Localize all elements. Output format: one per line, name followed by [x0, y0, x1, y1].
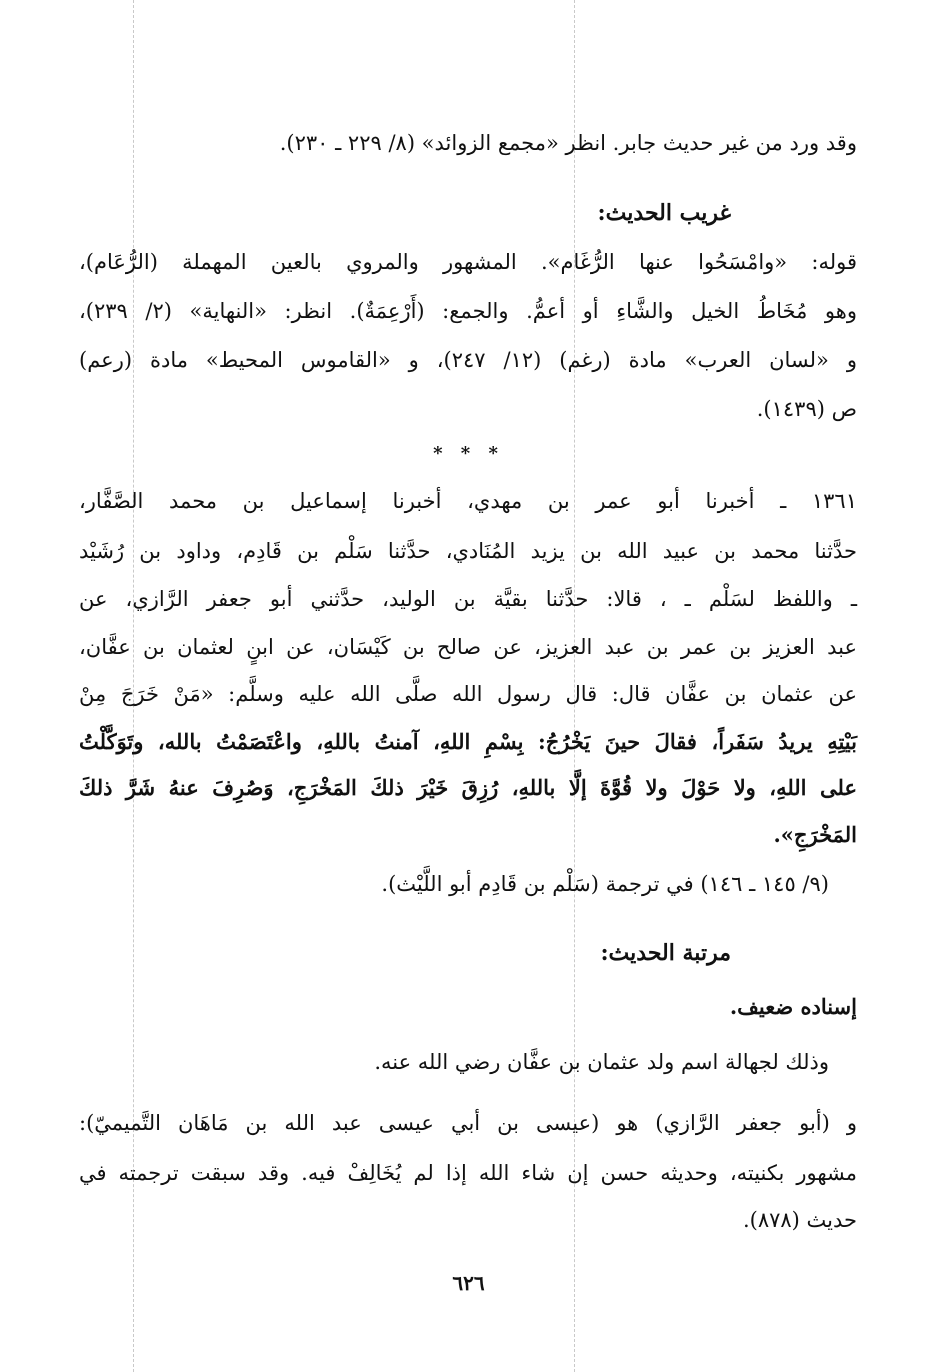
rutba-line: حديث (٨٧٨).	[742, 1208, 857, 1232]
grade-text: إسناده ضعيف.	[729, 994, 857, 1019]
hadith-line: عبد العزيز بن عمر بن عبد العزيز، عن صالح بن كَيْسَان، عن ابنٍ لعثمان بن عفَّان،	[79, 635, 857, 659]
hadith-matn-line: بَيْتِهِ يريدُ سَفَراً، فقالَ حينَ يَخْرُجُ: بِسْمِ اللهِ، آمنتُ باللهِ، واعْتَصَمْتُ بالله، وتَوَكَّلْتُ	[79, 729, 857, 754]
hadith-line: حدَّثنا محمد بن عبيد الله بن يزيد المُنَادي، حدَّثنا سَلْم بن قَادِم، وداود بن رُشَيْد	[79, 539, 857, 563]
hadith-line: ـ واللفظ لسَلْم ـ ، قالا: حدَّثنا بقيَّة بن الوليد، حدَّثني أبو جعفر الرَّازي، عن	[79, 587, 857, 611]
gharib-line: وهو مُخَاطُ الخيل والشَّاءِ أو أعمُّ. والجمع: (أَرْعِمَةٌ). انظر: «النهاية» (٢/ ٢٣٩)،	[79, 299, 857, 323]
grade-reason: وذلك لجهالة اسم ولد عثمان بن عفَّان رضي الله عنه.	[374, 1050, 829, 1074]
hadith-matn-line: على اللهِ، ولا حَوْلَ ولا قُوَّةَ إلَّا باللهِ، رُزِقَ خَيْرَ ذلكَ المَخْرَجِ، وَصُرِفَ عنهُ شَرَّ ذلكَ	[79, 775, 857, 800]
hadith-line: عن عثمان بن عفَّان قال: قال رسول الله صلَّى الله عليه وسلَّم: «مَنْ خَرَجَ مِنْ	[79, 682, 857, 706]
rutba-line: و (أبو جعفر الرَّازي) هو (عيسى بن أبي عيسى عبد الله بن مَاهَان التَّميميّ):	[79, 1111, 857, 1135]
gharib-line: ص (١٤٣٩).	[756, 397, 857, 421]
section-separator: * * *	[433, 443, 504, 464]
hadith-matn-line: المَخْرَجِ».	[773, 822, 857, 847]
gharib-line: قوله: «وامْسَحُوا عنها الرُّغَام». المشهور والمروي بالعين المهملة (الرُّعَام)،	[79, 250, 857, 274]
gharib-heading: غريب الحديث:	[597, 200, 731, 226]
gharib-line: و «لسان العرب» مادة (رغم) (١٢/ ٢٤٧)، و «القاموس المحيط» مادة (رعم)	[79, 348, 857, 372]
hadith-line: ١٣٦١ ـ أخبرنا أبو عمر بن مهدي، أخبرنا إسماعيل بن محمد الصَّفَّار،	[79, 489, 857, 513]
hadith-reference: (٩/ ١٤٥ ـ ١٤٦) في ترجمة (سَلْم بن قَادِم أبو اللَّيْث).	[381, 872, 829, 896]
rutba-heading: مرتبة الحديث:	[600, 940, 731, 966]
page-number: ٦٢٦	[452, 1271, 485, 1295]
rutba-line: مشهور بكنيته، وحديثه حسن إن شاء الله إذا لم يُخَالِفْ فيه. وقد سبقت ترجمته في	[79, 1161, 857, 1185]
intro-line: وقد ورد من غير حديث جابر. انظر «مجمع الزوائد» (٨/ ٢٢٩ ـ ٢٣٠).	[279, 131, 857, 155]
